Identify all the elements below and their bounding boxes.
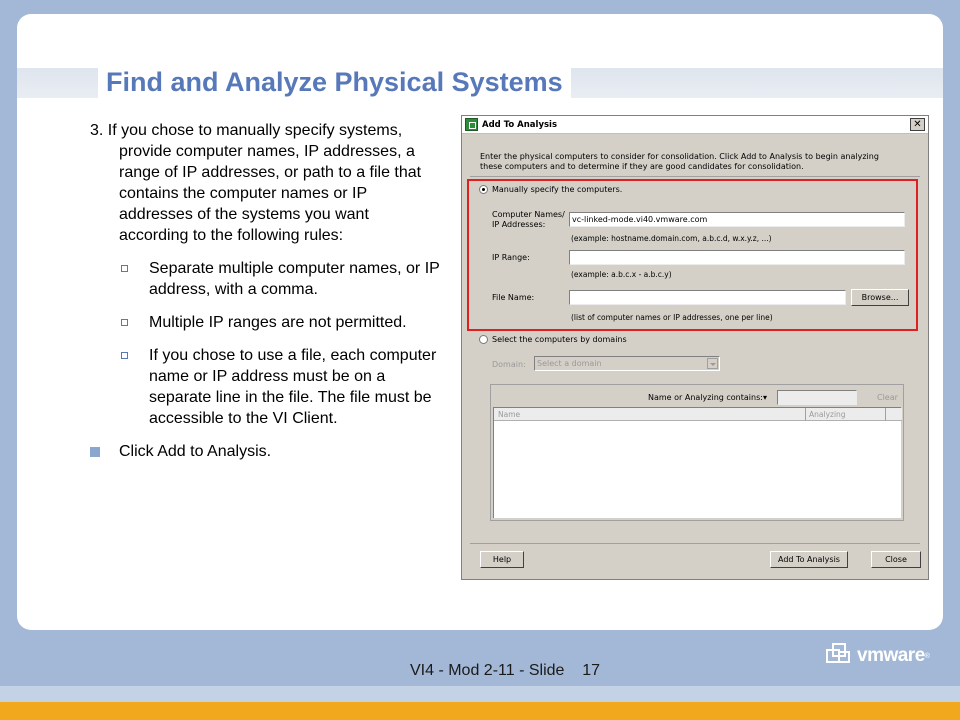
rule-item — [119, 312, 442, 333]
ip-range-hint: (example: a.b.c.x - a.b.c.y) — [571, 270, 672, 279]
filter-input[interactable] — [777, 390, 857, 405]
main-bullet-item — [90, 441, 442, 462]
computer-list-panel — [490, 384, 904, 521]
file-name-label: File Name: — [492, 293, 535, 302]
manual-radio-label[interactable]: Manually specify the computers. — [492, 185, 623, 194]
title-box — [98, 62, 571, 102]
close-icon[interactable]: ✕ — [910, 118, 925, 131]
filter-dropdown-caret[interactable]: ▾ — [763, 393, 768, 402]
footer-label: VI4 - Mod 2-11 - Slide — [409, 662, 565, 679]
filled-square-bullet-icon — [90, 447, 100, 457]
close-button[interactable]: Close — [871, 551, 921, 568]
dialog-titlebar[interactable] — [462, 116, 928, 134]
rule-text: Multiple IP ranges are not permitted. — [149, 314, 407, 331]
column-analyzing-header[interactable]: Analyzing — [809, 410, 846, 419]
rules-list — [90, 258, 442, 429]
slide-footer — [375, 662, 635, 680]
dialog-title: Add To Analysis — [482, 119, 558, 130]
divider — [470, 543, 920, 544]
domains-radio-label[interactable]: Select the computers by domains — [492, 335, 627, 344]
dialog-description: Enter the physical computers to consider for consolidation. Click Add to Analysis to begin analyzing these computers and to determine if they are good candidates for consolidation. — [480, 152, 879, 171]
vmware-logo-mark-icon — [826, 643, 852, 669]
rule-item — [119, 345, 442, 429]
ip-range-label: IP Range: — [492, 253, 530, 262]
clear-link[interactable]: Clear — [877, 393, 898, 402]
slide-title: Find and Analyze Physical Systems — [106, 66, 563, 97]
computer-names-input[interactable]: vc-linked-mode.vi40.vmware.com — [569, 212, 905, 227]
footer-stripe-orange — [0, 702, 960, 720]
column-divider — [885, 408, 886, 421]
browse-button[interactable]: Browse... — [851, 289, 909, 306]
square-bullet-icon — [121, 265, 128, 272]
domain-label: Domain: — [492, 360, 526, 369]
slide-number: 17 — [582, 662, 600, 679]
rule-text: Separate multiple computer names, or IP address, with a comma. — [149, 260, 440, 298]
vmware-logo — [826, 643, 930, 669]
domain-select-value: Select a domain — [537, 359, 602, 368]
logo-text: vmware — [857, 645, 925, 666]
logo-registered-mark: ® — [924, 652, 930, 660]
file-name-hint: (list of computer names or IP addresses, one per line) — [571, 313, 773, 322]
computer-names-hint: (example: hostname.domain.com, a.b.c.d, w.x.y.z, ...) — [571, 234, 772, 243]
column-name-header[interactable]: Name — [498, 410, 521, 419]
slide-body — [90, 120, 442, 462]
filter-label[interactable]: Name or Analyzing contains: — [648, 393, 763, 402]
add-to-analysis-button[interactable]: Add To Analysis — [770, 551, 848, 568]
chevron-down-icon — [707, 358, 718, 369]
square-bullet-icon — [121, 352, 128, 359]
square-bullet-icon — [121, 319, 128, 326]
manual-radio[interactable] — [479, 185, 488, 194]
main-bullet-text: Click Add to Analysis. — [119, 443, 272, 460]
computer-grid[interactable] — [493, 407, 901, 518]
add-to-analysis-dialog — [461, 115, 929, 580]
app-icon — [465, 118, 478, 131]
step-text: 3. If you chose to manually specify systems, provide computer names, IP addresses, a range of IP addresses, or path to a file that contains the computer names or IP addresses of the systems you want according to the following rules: — [90, 122, 422, 244]
grid-header — [494, 408, 902, 421]
column-divider — [805, 408, 806, 421]
rule-item — [119, 258, 442, 300]
ip-range-input[interactable] — [569, 250, 905, 265]
computer-names-label: Computer Names/ IP Addresses: — [492, 210, 565, 229]
domain-select[interactable] — [534, 356, 720, 371]
rule-text: If you chose to use a file, each computer name or IP address must be on a separate line in the file. The file must be accessible to the VI Client. — [149, 347, 437, 427]
help-button[interactable]: Help — [480, 551, 524, 568]
file-name-input[interactable] — [569, 290, 846, 305]
divider — [470, 176, 920, 177]
domains-radio[interactable] — [479, 335, 488, 344]
footer-stripe-light — [0, 686, 960, 702]
